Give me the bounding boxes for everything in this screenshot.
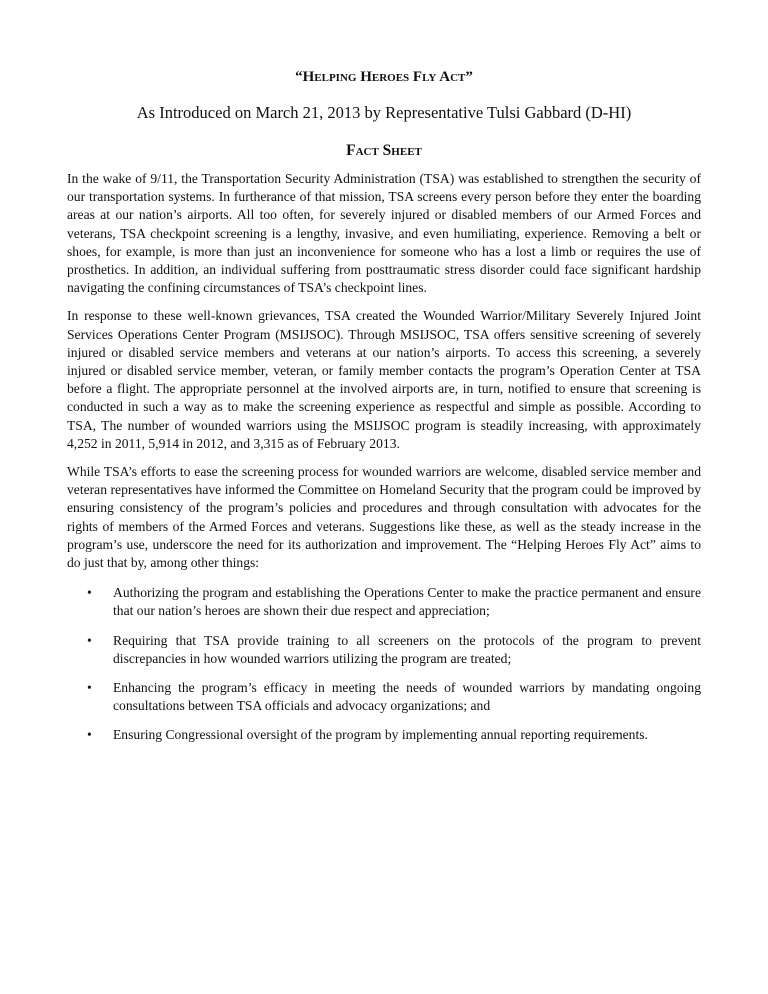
bullet-item — [67, 584, 701, 620]
bullet-icon: • — [87, 632, 92, 648]
document-title: “Helping Heroes Fly Act” — [295, 69, 473, 85]
bullet-item — [67, 726, 701, 744]
bullet-item — [67, 679, 701, 715]
document-subtitle: As Introduced on March 21, 2013 by Representative Tulsi Gabbard (D-HI) — [136, 103, 632, 122]
bullet-item — [67, 632, 701, 668]
bullet-text: Requiring that TSA provide training to all screeners on the protocols of the program to prevent discrepancies in how wounded warriors utilizing the program are treated; — [113, 632, 701, 666]
paragraph-improvements: While TSA’s efforts to ease the screening process for wounded warriors are welcome, disabled service member and veteran representatives have informed the Committee on Homeland Security that the program could be improved by ensuring consistency of the program’s policies and procedures and through consultation with advocates for the rights of members of the Armed Forces and veterans. Suggestions like these, as well as the steady increase in the program’s use, underscore the need for its authorization and improvement. The “Helping Heroes Fly Act” aims to do just that by, among other things: — [67, 464, 701, 571]
bullet-list — [67, 584, 701, 744]
bullet-icon: • — [87, 585, 92, 601]
bullet-icon: • — [87, 680, 92, 696]
bullet-text: Ensuring Congressional oversight of the program by implementing annual reporting requirements. — [113, 727, 648, 743]
paragraph-intro: In the wake of 9/11, the Transportation Security Administration (TSA) was established to strengthen the security of our transportation systems. In furtherance of that mission, TSA screens every person before they enter the boarding areas at our nation’s airports. All too often, for severely injured or disabled members of our Armed Forces and veterans, TSA checkpoint screening is a lengthy, invasive, and even humiliating, experience. Removing a belt or shoes, for example, is more than just an inconvenience for someone who has a lost a limb or requires the use of prosthetics. In addition, an individual suffering from posttraumatic stress disorder could face significant hardship navigating the confining circumstances of TSA’s checkpoint lines. — [67, 171, 701, 296]
bullet-icon: • — [87, 727, 92, 743]
document-page — [67, 66, 701, 756]
bullet-text: Enhancing the program’s efficacy in meeting the needs of wounded warriors by mandating ongoing consultations between TSA officials and advocacy organizations; and — [113, 680, 701, 714]
fact-sheet-heading: Fact Sheet — [346, 142, 422, 159]
paragraph-msijsoc: In response to these well-known grievances, TSA created the Wounded Warrior/Military Severely Injured Joint Services Operations Center Program (MSIJSOC). Through MSIJSOC, TSA offers sensitive screening of severely injured or disabled service members and veterans at our nation’s airports. To access this screening, a severely injured or disabled service member, veteran, or family member contacts the program’s Operation Center at TSA before a flight. The appropriate personnel at the involved airports are, in turn, notified to ensure that screening is conducted in such a way as to make the screening experience as respectful and simple as possible. According to TSA, The number of wounded warriors using the MSIJSOC program is steadily increasing, with approximately 4,252 in 2011, 5,914 in 2012, and 3,315 as of February 2013. — [67, 308, 701, 451]
bullet-text: Authorizing the program and establishing the Operations Center to make the practice permanent and ensure that our nation’s heroes are shown their due respect and appreciation; — [113, 585, 701, 619]
